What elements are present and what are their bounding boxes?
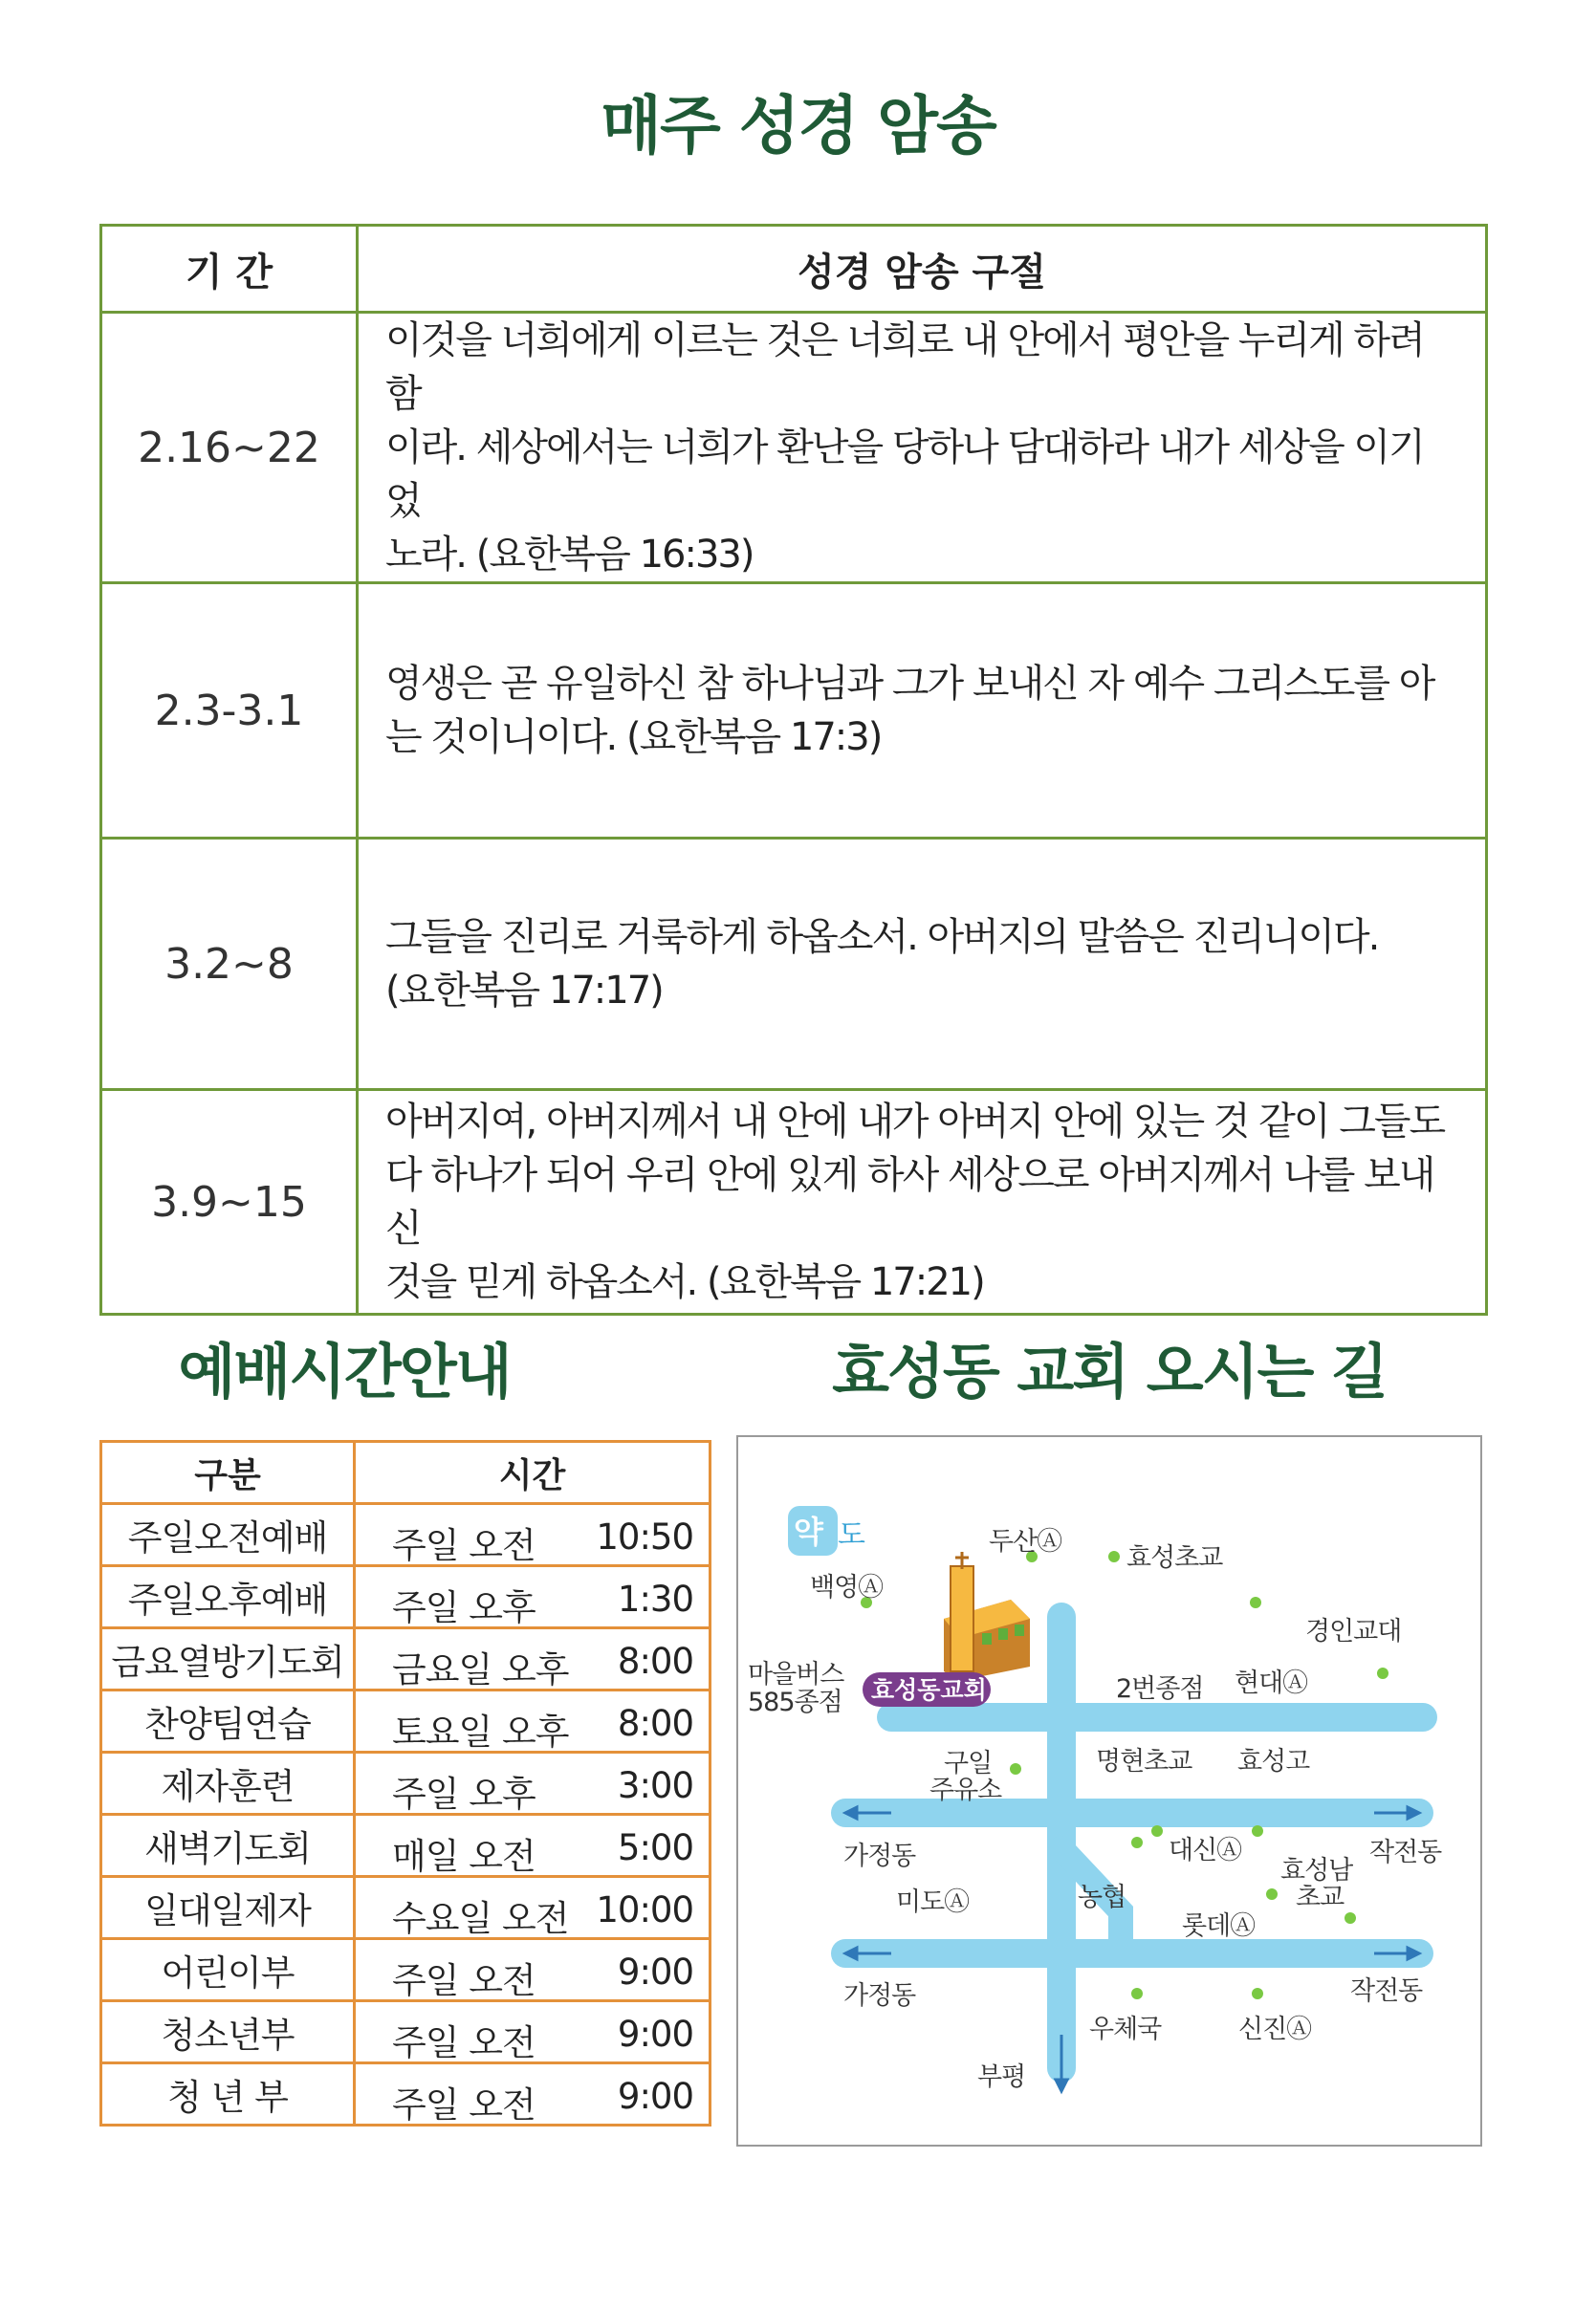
verse-text [358, 839, 1487, 1090]
schedule-row [101, 1815, 711, 1877]
schedule-day: 주일 오후 [392, 1774, 536, 1815]
map-label-guil-2: 주유소 [929, 1776, 1002, 1805]
verse-text [358, 1090, 1487, 1315]
schedule-day: 주일 오전 [392, 1960, 536, 2001]
map-label-hyoseongnam-2: 초교 [1296, 1883, 1345, 1912]
church-building-icon [944, 1552, 1030, 1681]
schedule-category: 주일오전예배 [101, 1504, 355, 1566]
map-label-doosan: 두산Ⓐ [989, 1527, 1062, 1557]
map-label-hyoseong-elem: 효성초교 [1126, 1543, 1223, 1573]
verse-period: 3.2~8 [101, 839, 358, 1090]
schedule-header [101, 1442, 711, 1504]
map-label-hyoseong-high: 효성고 [1237, 1747, 1310, 1777]
time-header: 시간 [355, 1442, 711, 1504]
map-label-gyeongin: 경인교대 [1305, 1617, 1402, 1647]
verse-line: 영생은 곧 유일하신 참 하나님과 그가 보내신 자 예수 그리스도를 아 [385, 662, 1434, 706]
map-label-gajeong-top: 가정동 [843, 1842, 916, 1871]
schedule-hour: 10:50 [596, 1516, 693, 1558]
schedule-hour: 3:00 [617, 1765, 693, 1806]
verse-row [101, 583, 1487, 839]
schedule-day: 매일 오전 [392, 1836, 536, 1877]
schedule-table [99, 1440, 711, 2127]
map-label-lotte: 롯데Ⓐ [1182, 1911, 1256, 1941]
schedule-hour: 9:00 [617, 2014, 693, 2055]
verse-table [99, 224, 1488, 1316]
schedule-row [101, 2063, 711, 2126]
church-label-text: 효성동교회 [871, 1676, 987, 1704]
schedule-category: 어린이부 [101, 1939, 355, 2001]
schedule-category: 주일오후예배 [101, 1566, 355, 1628]
map-label-jakjeon-bottom: 작전동 [1350, 1976, 1423, 2006]
schedule-category: 제자훈련 [101, 1753, 355, 1815]
schedule-row [101, 1504, 711, 1566]
map-label-bupyeong: 부평 [977, 2062, 1026, 2092]
schedule-time-cell [355, 2001, 711, 2063]
verse-line: 것을 믿게 하옵소서. (요한복음 17:21) [385, 1260, 984, 1304]
map-label-sinjin: 신진Ⓐ [1238, 2015, 1312, 2044]
map-label-maeul-bus-1: 마을버스 [748, 1660, 844, 1690]
map-label-hyoseongnam-1: 효성남 [1280, 1856, 1353, 1886]
schedule-row [101, 1566, 711, 1628]
verse-period: 2.16~22 [101, 313, 358, 583]
map-legend-badge [788, 1506, 865, 1556]
verse-line: 아버지여, 아버지께서 내 안에 내가 아버지 안에 있는 것 같이 그들도 [385, 1100, 1445, 1144]
period-header: 기 간 [101, 226, 358, 313]
verse-line: 그들을 진리로 거룩하게 하옵소서. 아버지의 말씀은 진리니이다. [385, 915, 1379, 959]
schedule-time-cell [355, 2063, 711, 2126]
schedule-hour: 9:00 [617, 1952, 693, 1993]
schedule-time-cell [355, 1877, 711, 1939]
church-label [863, 1672, 991, 1707]
map-label-post: 우체국 [1089, 2015, 1162, 2044]
verse-text [358, 313, 1487, 583]
verse-line: (요한복음 17:17) [385, 969, 663, 1013]
map-label-maeul-bus-2: 585종점 [748, 1688, 842, 1717]
schedule-day: 주일 오후 [392, 1587, 536, 1628]
verse-period: 3.9~15 [101, 1090, 358, 1315]
badge-text-2: 도 [838, 1518, 865, 1552]
schedule-day: 주일 오전 [392, 2084, 536, 2126]
map-label-gajeong-bottom: 가정동 [843, 1981, 916, 2011]
schedule-time-cell [355, 1566, 711, 1628]
directions-map [736, 1435, 1482, 2147]
schedule-category: 청소년부 [101, 2001, 355, 2063]
schedule-category: 일대일제자 [101, 1877, 355, 1939]
schedule-hour: 5:00 [617, 1827, 693, 1868]
verse-line: 이것을 너희에게 이르는 것은 너희로 내 안에서 평안을 누리게 하려 함 [385, 318, 1424, 416]
map-label-guil-1: 구일 [944, 1749, 993, 1778]
schedule-row [101, 1690, 711, 1753]
schedule-hour: 1:30 [617, 1579, 693, 1620]
schedule-time-cell [355, 1753, 711, 1815]
verse-period: 2.3-3.1 [101, 583, 358, 839]
verse-line: 이라. 세상에서는 너희가 환난을 당하나 담대하라 내가 세상을 이기었 [385, 425, 1424, 523]
schedule-row [101, 1753, 711, 1815]
verse-line: 다 하나가 되어 우리 안에 있게 하사 세상으로 아버지께서 나를 보내신 [385, 1153, 1434, 1251]
schedule-hour: 8:00 [617, 1641, 693, 1682]
schedule-time-cell [355, 1504, 711, 1566]
badge-text-1: 약 [794, 1514, 823, 1550]
schedule-day: 금요일 오후 [392, 1649, 569, 1690]
map-label-hyundai: 현대Ⓐ [1235, 1669, 1308, 1698]
map-label-jakjeon-top: 작전동 [1369, 1838, 1442, 1867]
verse-row [101, 1090, 1487, 1315]
verse-text [358, 583, 1487, 839]
schedule-time-cell [355, 1815, 711, 1877]
schedule-day: 수요일 오전 [392, 1898, 569, 1939]
schedule-hour: 9:00 [617, 2076, 693, 2117]
directions-title: 효성동 교회 오시는 길 [832, 1337, 1387, 1407]
schedule-day: 주일 오전 [392, 2022, 536, 2063]
schedule-time-cell [355, 1939, 711, 2001]
map-label-mido: 미도Ⓐ [896, 1887, 970, 1917]
verse-table-header [101, 226, 1487, 313]
schedule-row [101, 1939, 711, 2001]
category-header: 구분 [101, 1442, 355, 1504]
schedule-category: 찬양팀연습 [101, 1690, 355, 1753]
map-label-stop2: 2번종점 [1116, 1674, 1204, 1704]
map-label-myeonghyeon: 명현초교 [1096, 1747, 1192, 1777]
schedule-hour: 10:00 [596, 1889, 693, 1930]
schedule-category: 금요열방기도회 [101, 1628, 355, 1690]
schedule-time-cell [355, 1690, 711, 1753]
schedule-category: 새벽기도회 [101, 1815, 355, 1877]
schedule-title: 예배시간안내 [178, 1337, 511, 1407]
verse-row [101, 313, 1487, 583]
map-label-daesin: 대신Ⓐ [1169, 1836, 1242, 1865]
map-label-baekyoung: 백영Ⓐ [810, 1573, 884, 1603]
schedule-row [101, 1628, 711, 1690]
schedule-day: 주일 오전 [392, 1525, 536, 1566]
verse-line: 노라. (요한복음 16:33) [385, 533, 754, 577]
schedule-row [101, 1877, 711, 1939]
schedule-category: 청 년 부 [101, 2063, 355, 2126]
verse-line: 는 것이니이다. (요한복음 17:3) [385, 715, 882, 759]
schedule-day: 토요일 오후 [392, 1712, 569, 1753]
schedule-row [101, 2001, 711, 2063]
verse-row [101, 839, 1487, 1090]
schedule-time-cell [355, 1628, 711, 1690]
map-label-nonghyup: 농협 [1078, 1883, 1126, 1912]
schedule-hour: 8:00 [617, 1703, 693, 1744]
verse-section-title: 매주 성경 암송 [601, 89, 995, 163]
verse-header: 성경 암송 구절 [358, 226, 1487, 313]
